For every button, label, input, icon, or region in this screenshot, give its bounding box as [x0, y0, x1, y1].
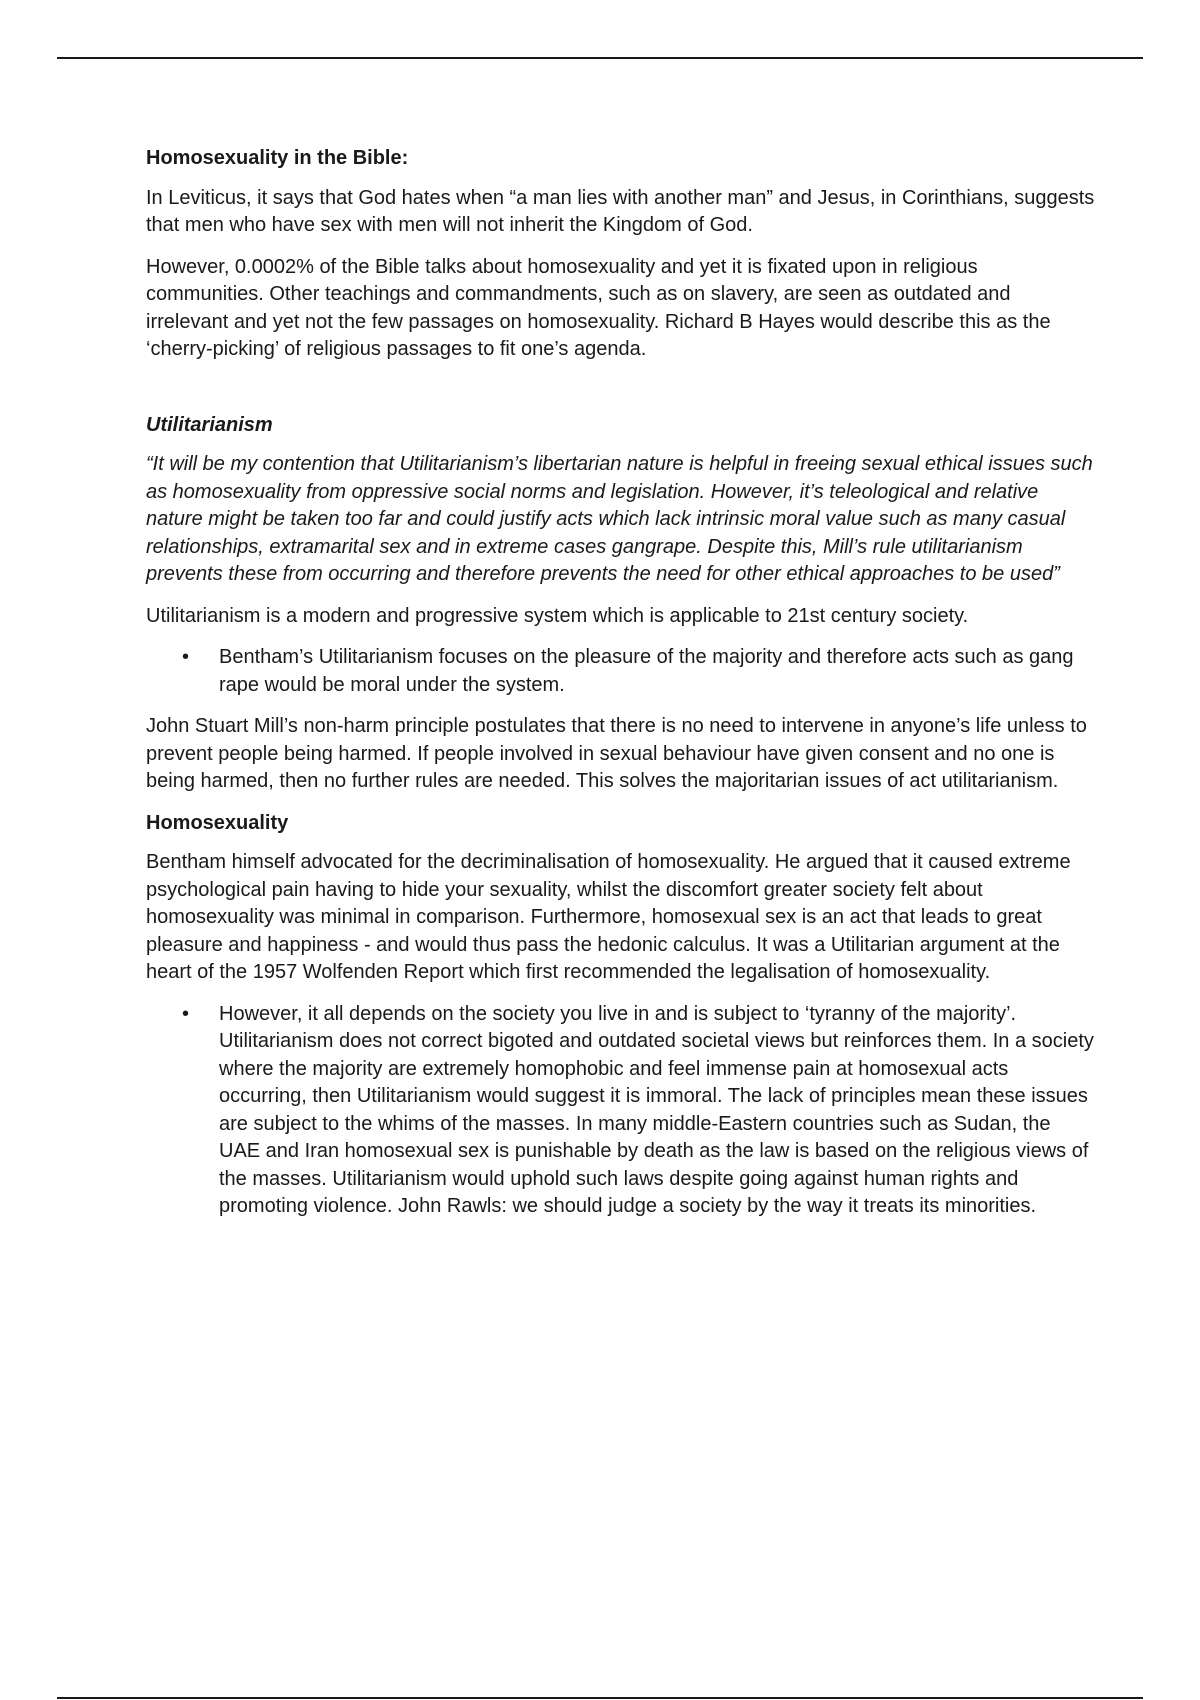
heading-utilitarianism: Utilitarianism: [146, 413, 273, 436]
paragraph-mill-harm-principle: John Stuart Mill’s non-harm principle postulates that there is no need to intervene in anyone’s life unless to prevent people being harmed. If people involved in sexual behaviour have given consent and no one is being harmed, then no further rules are needed. This solves the majoritarian issues of act utilitarianism.: [146, 715, 1087, 792]
footer-rule: [57, 1697, 1143, 1699]
bullet-list-tyranny: [146, 1001, 1096, 1221]
section-spacer: [146, 378, 1096, 412]
paragraph-cherry-picking: However, 0.0002% of the Bible talks about homosexuality and yet it is fixated upon in religious communities. Other teachings and commandments, such as on slavery, are seen as outdated and irrelevant and yet not the few passages on homosexuality. Richard B Hayes would describe this as the ‘cherry-picking’ of religious passages to fit one’s agenda.: [146, 255, 1051, 360]
header-rule: [57, 57, 1143, 59]
paragraph-leviticus: In Leviticus, it says that God hates when “a man lies with another man” and Jesus, in Corinthians, suggests that men who have sex with men will not inherit the Kingdom of God.: [146, 186, 1095, 236]
heading-bible: Homosexuality in the Bible:: [146, 147, 409, 169]
bullet-icon: •: [182, 1002, 190, 1025]
list-item-text: Bentham’s Utilitarianism focuses on the pleasure of the majority and therefore acts such as gang rape would be moral under the system.: [219, 646, 1074, 696]
section-bible: [146, 145, 1096, 364]
list-item: [146, 1001, 1096, 1221]
bullet-list-bentham: [146, 644, 1096, 699]
bullet-icon: •: [182, 646, 190, 668]
heading-homosexuality: Homosexuality: [146, 811, 289, 834]
section-utilitarianism: [146, 412, 1096, 796]
thesis-quote: “It will be my contention that Utilitarianism’s libertarian nature is helpful in freeing sexual ethical issues such as homosexuality from oppressive social norms and legislation. However, it’s teleological and relative nature might be taken too far and could justify acts which lack intrinsic moral value such as many casual relationships, extramarital sex and in extreme cases gangrape. Despite this, Mill’s rule utilitarianism prevents these from occurring and therefore prevents the need for other ethical approaches to be used”: [146, 453, 1093, 585]
list-item-text: However, it all depends on the society you live in and is subject to ‘tyranny of the majority’. Utilitarianism does not correct bigoted and outdated societal views but reinforces them. In a society where the majority are extremely homophobic and feel immense pain at homosexual acts occurring, then Utilitarianism would suggest it is immoral. The lack of principles mean these issues are subject to the whims of the masses. In many middle-Eastern countries such as Sudan, the UAE and Iran homosexual sex is punishable by death as the law is based on the religious views of the masses. Utilitarianism would uphold such laws despite going against human rights and promoting violence. John Rawls: we should judge a society by the way it treats its minorities.: [219, 1002, 1094, 1217]
document-body: [146, 145, 1096, 1235]
section-homosexuality: [146, 810, 1096, 1221]
paragraph-bentham-decriminalisation: Bentham himself advocated for the decriminalisation of homosexuality. He argued that it caused extreme psychological pain having to hide your sexuality, whilst the discomfort greater society felt about homosexuality was minimal in comparison. Furthermore, homosexual sex is an act that leads to great pleasure and happiness - and would thus pass the hedonic calculus. It was a Utilitarian argument at the heart of the 1957 Wolfenden Report which first recommended the legalisation of homosexuality.: [146, 851, 1071, 983]
list-item: [146, 644, 1096, 699]
paragraph-modern-system: Utilitarianism is a modern and progressive system which is applicable to 21st century society.: [146, 604, 969, 627]
